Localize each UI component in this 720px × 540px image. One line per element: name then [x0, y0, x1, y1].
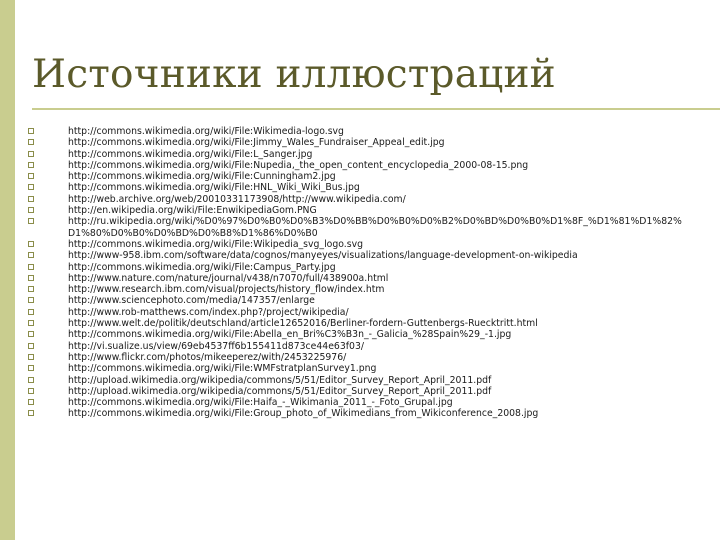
source-list-item [26, 329, 706, 340]
source-url-link[interactable]: http://en.wikipedia.org/wiki/File:EnwikipediaGom.PNG [68, 205, 317, 217]
square-bullet-icon [28, 139, 34, 145]
square-bullet-icon [28, 184, 34, 190]
source-list-item [26, 239, 706, 250]
source-list-item [26, 171, 706, 182]
square-bullet-icon [28, 343, 34, 349]
source-url-link[interactable]: http://ru.wikipedia.org/wiki/%D0%97%D0%B0%D0%B3%D0%BB%D0%B0%D0%B2%D0%BD%D0%B0%D1%8F_%D1%81%D1%82%D1%80%D0%B0%D0%BD%D0%B8%D1%86%D0%B0 [68, 216, 682, 239]
source-list-item [26, 386, 706, 397]
square-bullet-icon [28, 286, 34, 292]
title-underline [32, 108, 720, 110]
square-bullet-icon [28, 399, 34, 405]
square-bullet-icon [28, 241, 34, 247]
square-bullet-icon [28, 410, 34, 416]
source-list-item [26, 318, 706, 329]
source-url-link[interactable]: http://commons.wikimedia.org/wiki/File:Wikipedia_svg_logo.svg [68, 238, 363, 250]
source-list-item [26, 216, 706, 239]
source-list-item [26, 126, 706, 137]
source-list-item [26, 137, 706, 148]
source-url-link[interactable]: http://commons.wikimedia.org/wiki/File:Abella_en_Bri%C3%B3n_-_Galicia_%28Spain%29_-1.jpg [68, 329, 512, 341]
square-bullet-icon [28, 309, 34, 315]
source-list-item [26, 149, 706, 160]
source-url-link[interactable]: http://www.rob-matthews.com/index.php?/project/wikipedia/ [68, 306, 349, 318]
source-url-link[interactable]: http://www.sciencephoto.com/media/147357/enlarge [68, 295, 315, 307]
square-bullet-icon [28, 264, 34, 270]
left-accent-bar [0, 0, 15, 540]
square-bullet-icon [28, 252, 34, 258]
source-list-item [26, 262, 706, 273]
square-bullet-icon [28, 151, 34, 157]
source-list-item [26, 408, 706, 419]
source-list-item [26, 307, 706, 318]
source-url-link[interactable]: http://www.flickr.com/photos/mikeeperez/with/2453225976/ [68, 351, 347, 363]
source-url-link[interactable]: http://commons.wikimedia.org/wiki/File:WMFstratplanSurvey1.png [68, 363, 377, 375]
source-url-link[interactable]: http://commons.wikimedia.org/wiki/File:Cunningham2.jpg [68, 171, 336, 183]
source-url-link[interactable]: http://vi.sualize.us/view/69eb4537ff6b155411d873ce44e63f03/ [68, 340, 364, 352]
source-list-item [26, 295, 706, 306]
square-bullet-icon [28, 354, 34, 360]
source-list-item [26, 352, 706, 363]
source-url-link[interactable]: http://commons.wikimedia.org/wiki/File:L_Sanger.jpg [68, 148, 313, 160]
square-bullet-icon [28, 331, 34, 337]
source-list-item [26, 205, 706, 216]
square-bullet-icon [28, 377, 34, 383]
square-bullet-icon [28, 275, 34, 281]
source-url-link[interactable]: http://www-958.ibm.com/software/data/cognos/manyeyes/visualizations/language-development-on-wikipedia [68, 250, 578, 262]
square-bullet-icon [28, 297, 34, 303]
square-bullet-icon [28, 207, 34, 213]
source-url-link[interactable]: http://commons.wikimedia.org/wiki/File:Jimmy_Wales_Fundraiser_Appeal_edit.jpg [68, 137, 445, 149]
sources-list [26, 126, 706, 420]
source-url-link[interactable]: http://web.archive.org/web/20010331173908/http://www.wikipedia.com/ [68, 193, 406, 205]
source-url-link[interactable]: http://upload.wikimedia.org/wikipedia/commons/5/51/Editor_Survey_Report_April_2011.pdf [68, 385, 492, 397]
source-url-link[interactable]: http://commons.wikimedia.org/wiki/File:Haifa_-_Wikimania_2011_-_Foto_Grupal.jpg [68, 397, 453, 409]
square-bullet-icon [28, 173, 34, 179]
source-url-link[interactable]: http://commons.wikimedia.org/wiki/File:Campus_Party.jpg [68, 261, 336, 273]
source-url-link[interactable]: http://www.nature.com/nature/journal/v438/n7070/full/438900a.html [68, 272, 389, 284]
source-list-item [26, 250, 706, 261]
square-bullet-icon [28, 128, 34, 134]
source-list-item [26, 160, 706, 171]
source-list-item [26, 375, 706, 386]
source-list-item [26, 363, 706, 374]
source-list-item [26, 284, 706, 295]
square-bullet-icon [28, 365, 34, 371]
square-bullet-icon [28, 320, 34, 326]
source-url-link[interactable]: http://commons.wikimedia.org/wiki/File:Wikimedia-logo.svg [68, 126, 344, 137]
square-bullet-icon [28, 196, 34, 202]
source-list-item [26, 341, 706, 352]
source-list-item [26, 397, 706, 408]
source-url-link[interactable]: http://www.research.ibm.com/visual/projects/history_flow/index.htm [68, 284, 385, 296]
source-url-link[interactable]: http://commons.wikimedia.org/wiki/File:Group_photo_of_Wikimedians_from_Wikiconference_2008.jpg [68, 408, 539, 420]
square-bullet-icon [28, 218, 34, 224]
source-list-item [26, 194, 706, 205]
source-list-item [26, 273, 706, 284]
square-bullet-icon [28, 388, 34, 394]
slide-title: Источники иллюстраций [32, 52, 556, 97]
source-url-link[interactable]: http://www.welt.de/politik/deutschland/article12652016/Berliner-fordern-Guttenbergs-Ruecktritt.html [68, 318, 538, 330]
source-list-item [26, 182, 706, 193]
source-url-link[interactable]: http://upload.wikimedia.org/wikipedia/commons/5/51/Editor_Survey_Report_April_2011.pdf [68, 374, 492, 386]
source-url-link[interactable]: http://commons.wikimedia.org/wiki/File:Nupedia,_the_open_content_encyclopedia_2000-08-15.png [68, 159, 529, 171]
source-url-link[interactable]: http://commons.wikimedia.org/wiki/File:HNL_Wiki_Wiki_Bus.jpg [68, 182, 360, 194]
square-bullet-icon [28, 162, 34, 168]
